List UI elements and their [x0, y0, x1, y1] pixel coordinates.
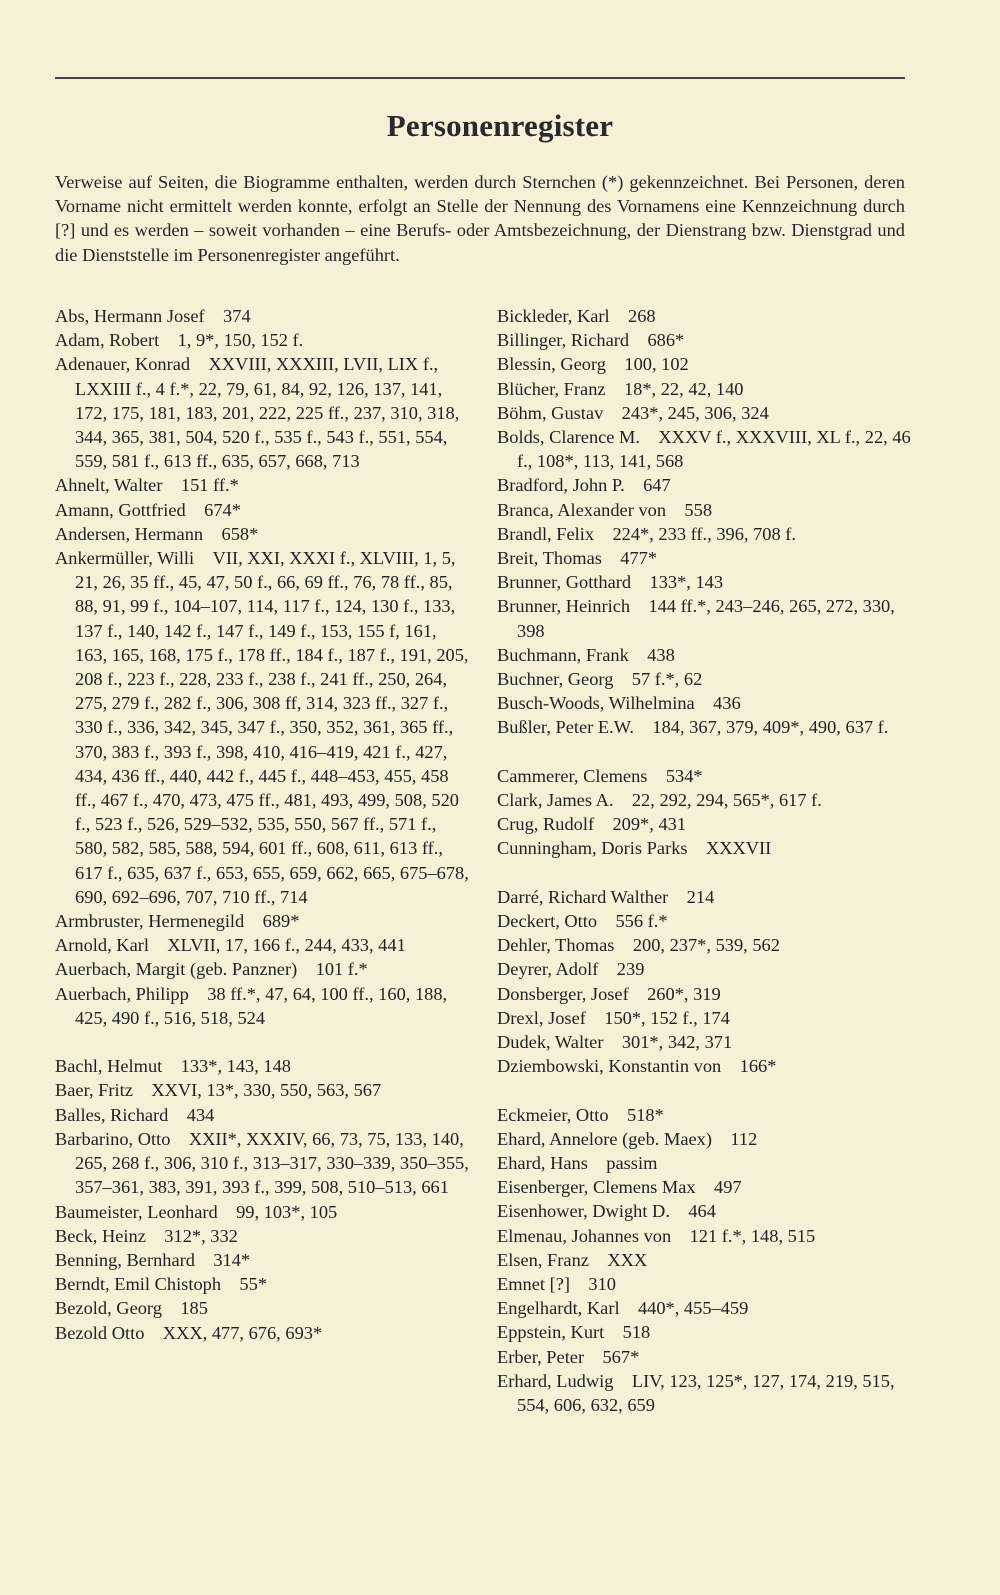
entry-name: Elmenau, Johannes von — [497, 1225, 672, 1246]
index-entry — [55, 304, 470, 328]
index-entry — [497, 304, 912, 328]
entry-name: Bezold, Georg — [55, 1298, 162, 1319]
entry-refs: 224*, 233 ff., 396, 708 f. — [612, 523, 797, 544]
index-entry — [55, 909, 470, 933]
index-entry — [55, 1296, 470, 1320]
entry-refs: 440*, 455–459 — [637, 1298, 749, 1319]
entry-name: Donsberger, Josef — [497, 983, 629, 1004]
entry-name: Adam, Robert — [55, 330, 160, 351]
index-entry — [55, 522, 470, 546]
entry-refs: 314* — [213, 1249, 251, 1270]
entry-name: Andersen, Hermann — [55, 523, 204, 544]
entry-refs: 558 — [684, 499, 713, 520]
entry-refs: XXXV f., XXXVIII, XL f., 22, 46 f., 108*, 113, 141, 568 — [517, 427, 911, 472]
entry-refs: 497 — [714, 1177, 742, 1198]
entry-refs: XXX, 477, 676, 693* — [162, 1322, 323, 1343]
entry-name: Baer, Fritz — [55, 1080, 133, 1101]
entry-refs: 243*, 245, 306, 324 — [621, 402, 769, 423]
entry-refs: 101 f.* — [315, 959, 368, 980]
index-entry — [497, 1054, 912, 1078]
header-rule — [55, 77, 905, 79]
left-column — [55, 304, 470, 1345]
index-entry — [497, 328, 912, 352]
entry-refs: XLVII, 17, 166 f., 244, 433, 441 — [167, 935, 406, 956]
entry-refs: 99, 103*, 105 — [236, 1201, 338, 1222]
index-entry — [55, 1272, 470, 1296]
index-entry — [497, 1296, 912, 1320]
entry-refs: 260*, 319 — [647, 983, 721, 1004]
entry-refs: 518* — [627, 1104, 664, 1125]
entry-name: Dziembowski, Konstantin von — [497, 1056, 722, 1077]
entry-name: Ahnelt, Walter — [55, 475, 163, 496]
entry-name: Baumeister, Leonhard — [55, 1201, 218, 1222]
index-entry — [497, 522, 912, 546]
entry-refs: 55* — [239, 1274, 268, 1295]
entry-name: Armbruster, Hermenegild — [55, 911, 245, 932]
entry-name: Cunningham, Doris Parks — [497, 838, 688, 859]
entry-name: Engelhardt, Karl — [497, 1298, 620, 1319]
entry-name: Erber, Peter — [497, 1346, 585, 1367]
index-entry — [497, 498, 912, 522]
entry-refs: 674* — [204, 499, 241, 520]
entry-refs: 310 — [588, 1274, 616, 1295]
index-entry — [497, 691, 912, 715]
entry-name: Adenauer, Konrad — [55, 354, 191, 375]
index-entry — [497, 1006, 912, 1030]
entry-name: Drexl, Josef — [497, 1007, 586, 1028]
index-entry — [497, 836, 912, 860]
letter-gap — [497, 1078, 912, 1102]
entry-name: Darré, Richard Walther — [497, 886, 669, 907]
index-entry — [497, 982, 912, 1006]
entry-name: Deckert, Otto — [497, 911, 598, 932]
entry-name: Bradford, John P. — [497, 475, 625, 496]
entry-name: Benning, Bernhard — [55, 1249, 195, 1270]
entry-refs: 436 — [713, 693, 741, 714]
right-column — [497, 304, 912, 1417]
entry-refs: 22, 292, 294, 565*, 617 f. — [631, 790, 822, 811]
index-entry — [55, 1248, 470, 1272]
entry-name: Brunner, Gotthard — [497, 572, 632, 593]
intro-paragraph: Verweise auf Seiten, die Biogramme enthalten, werden durch Sternchen (*) gekennzeichnet. Bei Personen, deren Vorname nicht ermittelt werden konnte, erfolgt an Stelle der Nennung des Vornamens eine Kennzeichnung durch [?] und es werden – soweit vorhanden – eine Berufs- oder Amtsbezeichnung, der Dienstrang bzw. Dienstgrad und die Dienststelle im Personenregister angeführt. — [55, 172, 905, 265]
index-entry — [497, 1175, 912, 1199]
entry-refs: 18*, 22, 42, 140 — [623, 378, 744, 399]
entry-name: Clark, James A. — [497, 790, 614, 811]
entry-refs: 185 — [180, 1298, 208, 1319]
index-entry — [55, 1200, 470, 1224]
entry-refs: VII, XXI, XXXI f., XLVIII, 1, 5, 21, 26, 35 ff., 45, 47, 50 f., 66, 69 ff., 76, 78 ff., 85, 88, 91, 99 f., 104–107, 114, 117 f., 124, 130 f., 133, 137 f., 140, 142 f., 147 f., 149 f., 153, 155 f, 161, 163, 165, 168, 175 f., 178 ff., 184 f., 187 f., 191, 205, 208 f., 223 f., 228, 233 f., 238 f., 241 ff., 250, 264, 275, 279 f., 282 f., 306, 308 ff, 314, 323 ff., 327 f., 330 f., 336, 342, 345, 347 f., 350, 352, 361, 365 ff., 370, 383 f., 393 f., 398, 410, 416–419, 421 f., 427, 434, 436 ff., 440, 442 f., 445 f., 448–453, 455, 458 ff., 467 f., 470, 473, 475 ff., 481, 493, 499, 508, 520 f., 523 f., 526, 529–532, 535, 550, 567 ff., 571 f., 580, 582, 585, 588, 594, 601 ff., 608, 611, 613 ff., 617 f., 635, 637 f., 653, 655, 659, 662, 665, 675–678, 690, 692–696, 707, 710 ff., 714 — [75, 548, 469, 907]
entry-name: Berndt, Emil Chistoph — [55, 1274, 222, 1295]
index-entry — [55, 352, 470, 473]
index-entry — [55, 1127, 470, 1200]
index-entry — [497, 957, 912, 981]
entry-refs: 518 — [622, 1322, 651, 1343]
entry-name: Buchner, Georg — [497, 669, 614, 690]
index-entry — [55, 498, 470, 522]
entry-refs: 133*, 143 — [649, 572, 724, 593]
entry-refs: 144 ff.*, 243–246, 265, 272, 330, 398 — [517, 596, 895, 641]
entry-name: Arnold, Karl — [55, 935, 149, 956]
entry-refs: 556 f.* — [615, 911, 668, 932]
index-entry — [55, 1078, 470, 1102]
entry-name: Amann, Gottfried — [55, 499, 186, 520]
index-entry — [497, 546, 912, 570]
letter-gap — [55, 1030, 470, 1054]
entry-refs: 464 — [688, 1201, 716, 1222]
index-entry — [497, 667, 912, 691]
entry-refs: 434 — [186, 1104, 215, 1125]
entry-name: Brunner, Heinrich — [497, 596, 631, 617]
entry-refs: 57 f.*, 62 — [631, 669, 703, 690]
entry-name: Brandl, Felix — [497, 523, 595, 544]
entry-name: Blücher, Franz — [497, 378, 606, 399]
index-entry — [497, 377, 912, 401]
index-entry — [497, 788, 912, 812]
entry-refs: 268 — [628, 306, 656, 326]
entry-refs: 150*, 152 f., 174 — [604, 1007, 730, 1028]
index-entry — [55, 933, 470, 957]
page-title: Personenregister — [386, 108, 614, 143]
entry-name: Bolds, Clarence M. — [497, 427, 641, 448]
index-entry — [497, 885, 912, 909]
entry-refs: passim — [606, 1153, 658, 1174]
index-entry — [55, 546, 470, 909]
index-entry — [497, 594, 912, 642]
entry-name: Beck, Heinz — [55, 1225, 146, 1246]
index-entry — [497, 1224, 912, 1248]
entry-name: Böhm, Gustav — [497, 402, 604, 423]
entry-refs: 166* — [739, 1056, 777, 1077]
entry-refs: 200, 237*, 539, 562 — [632, 935, 780, 956]
index-entry — [497, 933, 912, 957]
entry-name: Eisenberger, Clemens Max — [497, 1177, 696, 1198]
entry-refs: 121 f.*, 148, 515 — [689, 1225, 816, 1246]
index-entry — [497, 1199, 912, 1223]
index-entry — [497, 1369, 912, 1417]
entry-refs: 301*, 342, 371 — [621, 1032, 733, 1053]
entry-name: Buchmann, Frank — [497, 644, 629, 665]
entry-name: Billinger, Richard — [497, 330, 630, 351]
entry-name: Auerbach, Margit (geb. Panzner) — [55, 959, 298, 980]
index-entry — [497, 352, 912, 376]
entry-name: Abs, Hermann Josef — [55, 306, 205, 326]
index-entry — [497, 764, 912, 788]
entry-name: Blessin, Georg — [497, 354, 606, 375]
index-entry — [55, 1103, 470, 1127]
letter-gap — [497, 861, 912, 885]
index-entry — [497, 1030, 912, 1054]
entry-name: Bickleder, Karl — [497, 306, 610, 326]
index-entry — [55, 1224, 470, 1248]
entry-refs: 38 ff.*, 47, 64, 100 ff., 160, 188, 425, 490 f., 516, 518, 524 — [75, 983, 448, 1028]
index-entry — [497, 425, 912, 473]
entry-refs: 658* — [221, 523, 259, 544]
entry-refs: 112 — [730, 1128, 758, 1149]
entry-name: Erhard, Ludwig — [497, 1370, 614, 1391]
index-entry — [497, 1103, 912, 1127]
entry-refs: 477* — [620, 548, 658, 569]
entry-refs: 1, 9*, 150, 152 f. — [177, 330, 304, 351]
index-entry — [497, 570, 912, 594]
entry-name: Ehard, Hans — [497, 1153, 588, 1174]
entry-refs: XXXVII — [705, 838, 772, 859]
entry-refs: 312*, 332 — [164, 1225, 238, 1246]
entry-name: Emnet [?] — [497, 1274, 571, 1295]
entry-name: Balles, Richard — [55, 1104, 169, 1125]
letter-gap — [497, 740, 912, 764]
entry-refs: LIV, 123, 125*, 127, 174, 219, 515, 554, 606, 632, 659 — [517, 1370, 895, 1416]
index-entry — [497, 473, 912, 497]
index-entry — [55, 957, 470, 981]
index-entry — [497, 1320, 912, 1344]
entry-refs: XXX — [607, 1249, 648, 1270]
index-entry — [497, 401, 912, 425]
entry-refs: 100, 102 — [624, 354, 689, 375]
index-entry — [497, 812, 912, 836]
entry-name: Dehler, Thomas — [497, 935, 615, 956]
index-entry — [497, 715, 912, 739]
entry-name: Elsen, Franz — [497, 1249, 589, 1270]
index-entry — [497, 1151, 912, 1175]
entry-name: Bußler, Peter E.W. — [497, 717, 634, 738]
index-entry — [497, 643, 912, 667]
entry-name: Eisenhower, Dwight D. — [497, 1201, 670, 1222]
entry-name: Ehard, Annelore (geb. Maex) — [497, 1128, 712, 1149]
entry-refs: 686* — [647, 330, 685, 351]
index-entry — [497, 909, 912, 933]
entry-refs: 214 — [686, 886, 715, 907]
index-entry — [55, 328, 470, 352]
entry-refs: 567* — [602, 1346, 640, 1367]
entry-name: Breit, Thomas — [497, 548, 602, 569]
entry-name: Dudek, Walter — [497, 1032, 604, 1053]
index-entry — [497, 1248, 912, 1272]
entry-name: Deyrer, Adolf — [497, 959, 599, 980]
entry-refs: 151 ff.* — [180, 475, 239, 496]
entry-refs: 209*, 431 — [612, 814, 687, 835]
entry-name: Busch-Woods, Wilhelmina — [497, 693, 695, 714]
entry-name: Bezold Otto — [55, 1322, 145, 1343]
entry-refs: 133*, 143, 148 — [180, 1056, 291, 1077]
index-entry — [497, 1272, 912, 1296]
entry-refs: 689* — [262, 911, 300, 932]
index-entry — [55, 473, 470, 497]
entry-name: Cammerer, Clemens — [497, 765, 648, 786]
entry-name: Barbarino, Otto — [55, 1128, 171, 1149]
entry-name: Auerbach, Philipp — [55, 983, 189, 1004]
index-entry — [55, 1054, 470, 1078]
entry-refs: XXVIII, XXXIII, LVII, LIX f., LXXIII f., 4 f.*, 22, 79, 61, 84, 92, 126, 137, 141, 172, 175, 181, 183, 201, 222, 225 ff., 237, 310, 318, 344, 365, 381, 504, 520 f., 535 f., 543 f., 551, 554, 559, 581 f., 613 ff., 635, 657, 668, 713 — [75, 354, 460, 472]
entry-name: Crug, Rudolf — [497, 814, 595, 835]
entry-name: Eckmeier, Otto — [497, 1104, 609, 1125]
index-entry — [497, 1345, 912, 1369]
entry-refs: 184, 367, 379, 409*, 490, 637 f. — [652, 717, 889, 738]
entry-refs: 374 — [223, 306, 251, 326]
entry-refs: XXVI, 13*, 330, 550, 563, 567 — [151, 1080, 382, 1101]
index-entry — [55, 1321, 470, 1345]
entry-refs: 438 — [647, 644, 675, 665]
entry-refs: XXII*, XXXIV, 66, 73, 75, 133, 140, 265, 268 f., 306, 310 f., 313–317, 330–339, 350–355, 357–361, 383, 391, 393 f., 399, 508, 510–513, 661 — [75, 1128, 469, 1198]
entry-name: Ankermüller, Willi — [55, 548, 195, 569]
entry-name: Bachl, Helmut — [55, 1056, 163, 1077]
entry-refs: 534* — [665, 765, 703, 786]
entry-name: Branca, Alexander von — [497, 499, 667, 520]
index-entry — [55, 982, 470, 1030]
entry-name: Eppstein, Kurt — [497, 1322, 605, 1343]
index-entry — [497, 1127, 912, 1151]
entry-refs: 647 — [643, 475, 671, 496]
entry-refs: 239 — [616, 959, 645, 980]
